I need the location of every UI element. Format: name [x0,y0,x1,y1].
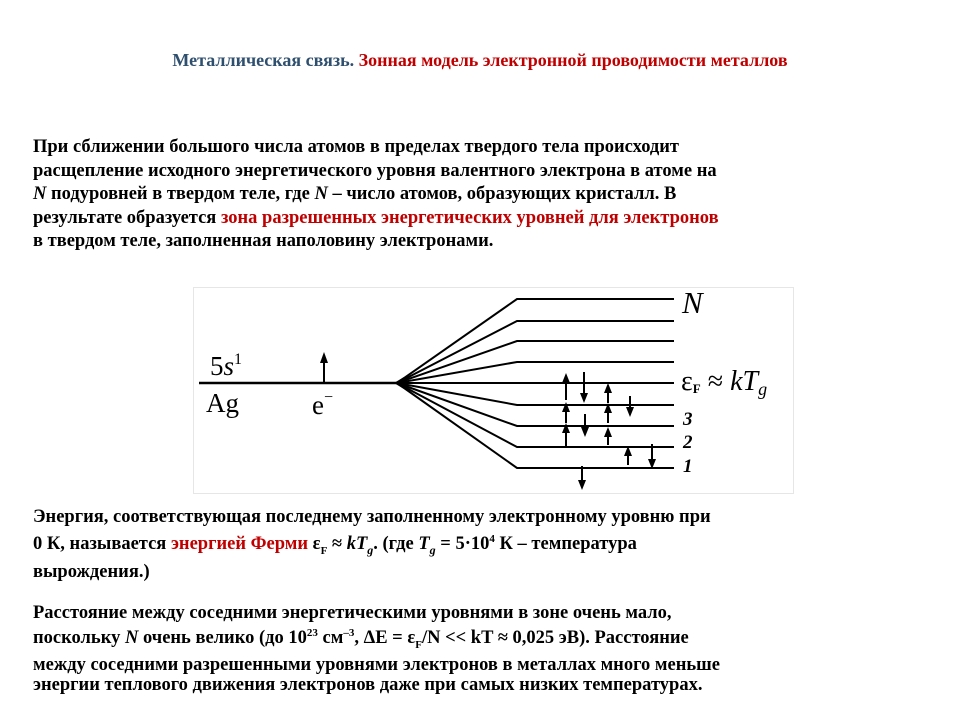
text: F [415,638,422,651]
var-N: N [314,184,328,204]
text: К – температура [499,533,637,554]
text: очень велико (до 10 [142,628,307,649]
slide-title [0,50,960,71]
p2-line: Энергия, соответствующая последнему заполненному электронному уровню при [33,507,711,527]
text: F [320,544,328,557]
text: 0 К, называется [33,533,167,554]
level-label-5s1 [210,352,242,380]
highlight-allowed-band: зона разрешенных энергетических уровней для электронов [220,207,719,228]
sublevel-line [397,362,674,383]
text: результате образуется [33,207,217,228]
text: подуровней в твердом теле, где [51,184,310,204]
text: ε [681,366,693,397]
p1-line: расщепление исходного энергетического уровня валентного электрона в атоме на [33,160,717,181]
text: поскольку [33,628,121,649]
text: kT [730,366,759,397]
text: , ΔE = ε [354,628,416,649]
title-topic: Металлическая связь. [172,50,355,70]
p3-line: энергии теплового движения электронов даже при самых низких температурах. [33,674,703,695]
text: F [692,381,701,396]
text: . (где [373,533,414,554]
p2-line: вырождения.) [33,561,150,582]
text: T [418,533,430,554]
p3-line: Расстояние между соседними энергетическими уровнями в зоне очень мало, [33,603,672,623]
level-number-2: 2 [683,432,693,453]
text: см [317,628,344,649]
highlight-fermi-energy: энергией Ферми [170,533,309,554]
text: 4 [489,532,495,545]
arrow-head [320,352,328,363]
element-label: Ag [206,388,239,418]
text: ≈ [707,366,724,397]
text: – число атомов, образующих кристалл. В [332,184,677,204]
fan-node [394,377,404,389]
text: g [429,542,436,557]
sublevel-line [397,383,674,405]
paragraph-fermi-energy [33,507,933,583]
p2-line [33,529,933,562]
var-N: N [33,184,47,204]
text: /N << kT ≈ 0,025 эВ). Расстояние [421,628,689,649]
electron-label [312,390,333,419]
paragraph-band-splitting [33,136,933,254]
text: e [312,390,324,420]
text: ≈ [331,533,343,554]
text: kT [346,533,368,554]
text: 23 [306,627,318,639]
level-number-3: 3 [683,409,693,430]
text: ε [312,533,321,554]
title-subtopic: Зонная модель электронной проводимости металлов [358,50,788,70]
p3-line [33,623,933,655]
paragraph-level-spacing [33,603,933,695]
text: –3 [343,627,355,639]
split-sublevels [397,299,674,468]
p1-line: в твердом теле, заполненная наполовину электронами. [33,231,494,251]
fermi-level-label [681,368,767,398]
text: s [223,351,235,381]
arrow-heads [562,373,656,490]
level-number-1: 1 [683,456,693,477]
sublevel-line [397,321,674,383]
sublevel-line [397,383,674,447]
text: 1 [234,351,243,368]
text: N [124,628,139,649]
energy-band-diagram [193,287,794,494]
text: = 5·10 [440,533,490,554]
text: 5 [210,351,224,381]
p1-line: При сближении большого числа атомов в пределах твердого тела происходит [33,137,680,157]
text: g [758,379,768,399]
top-level-label: N [682,285,703,320]
p1-line [33,207,933,231]
text: g [367,542,374,557]
p3-line: между соседними разрешенными уровнями электронов в металлах много меньше [33,654,720,675]
p1-line [33,183,933,207]
text: − [323,389,334,406]
